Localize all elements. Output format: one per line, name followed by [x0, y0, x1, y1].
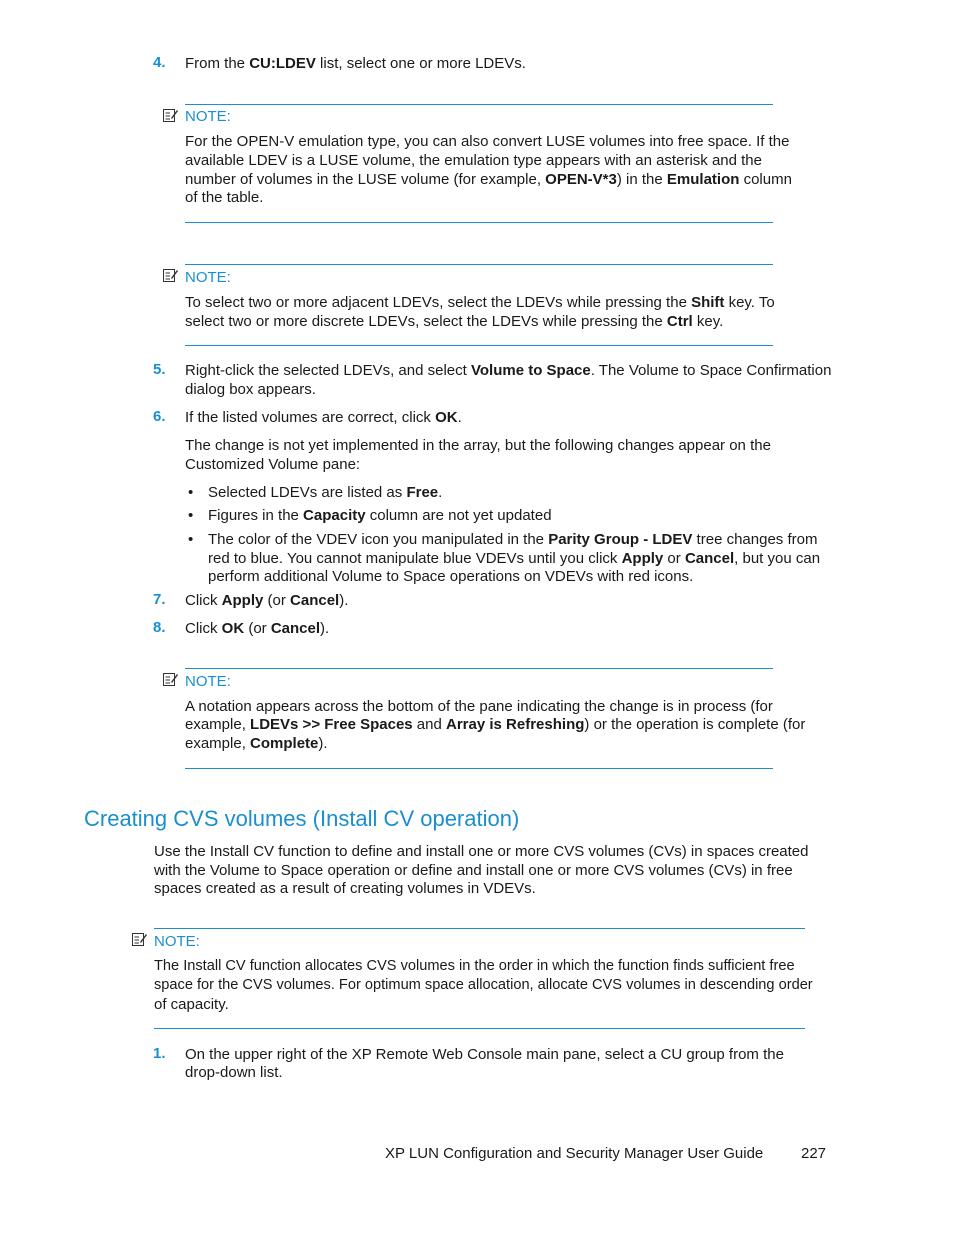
note-rule-top [185, 104, 773, 105]
step-text: dialog box appears. [185, 381, 316, 398]
note-text: The Install CV function allocates CVS volumes in the order in which the function finds sufficient free [154, 958, 795, 974]
note-rule-top [154, 928, 805, 929]
note-text: space for the CVS volumes. For optimum space allocation, allocate CVS volumes in descending order [154, 977, 813, 993]
section-paragraph: with the Volume to Space operation or define and install one or more CVS volumes (CVs) in free [154, 862, 793, 879]
bullet-text: red to blue. You cannot manipulate blue VDEVs until you click Apply or Cancel, but you can [208, 550, 821, 567]
note-rule-top [185, 264, 773, 265]
note-text: number of volumes in the LUSE volume (for example, OPEN-V*3) in the Emulation column [185, 171, 792, 188]
step-text: If the listed volumes are correct, click OK. [185, 409, 462, 426]
note-text: A notation appears across the bottom of the pane indicating the change is in process (for [185, 698, 773, 715]
note-text: of the table. [185, 189, 264, 206]
footer-title: XP LUN Configuration and Security Manager User Guide [385, 1145, 764, 1162]
step-text: Right-click the selected LDEVs, and select Volume to Space. The Volume to Space Confirmation [185, 362, 832, 379]
step-number: 6. [153, 408, 166, 425]
note-text: For the OPEN-V emulation type, you can also convert LUSE volumes into free space. If the [185, 133, 790, 150]
step-paragraph: The change is not yet implemented in the array, but the following changes appear on the [185, 437, 771, 454]
step-number: 5. [153, 361, 166, 378]
note-text: example, Complete). [185, 735, 328, 752]
step-paragraph: Customized Volume pane: [185, 456, 361, 473]
bullet-marker: • [188, 531, 194, 548]
step-number: 7. [153, 591, 166, 608]
note-rule-bottom [185, 222, 773, 223]
bullet-marker: • [188, 507, 194, 524]
note-text: available LDEV is a LUSE volume, the emulation type appears with an asterisk and the [185, 152, 762, 169]
note-rule-top [185, 668, 773, 669]
note-rule-bottom [154, 1028, 805, 1029]
note-pencil-icon [131, 931, 147, 947]
note-heading: NOTE: [154, 933, 200, 950]
note-pencil-icon [162, 267, 178, 283]
note-heading: NOTE: [185, 108, 231, 125]
bullet-text: Figures in the Capacity column are not yet updated [208, 507, 552, 524]
section-paragraph: Use the Install CV function to define and install one or more CVS volumes (CVs) in spaces created [154, 843, 809, 860]
step-text: On the upper right of the XP Remote Web Console main pane, select a CU group from the [185, 1046, 784, 1063]
note-heading: NOTE: [185, 673, 231, 690]
note-rule-bottom [185, 768, 773, 769]
step-number: 1. [153, 1045, 166, 1062]
note-text: of capacity. [154, 996, 229, 1013]
bullet-text: perform additional Volume to Space operations on VDEVs with red icons. [208, 568, 694, 585]
step-text: Click OK (or Cancel). [185, 620, 330, 637]
page-number: 227 [801, 1145, 827, 1162]
step-text: drop-down list. [185, 1064, 283, 1081]
note-pencil-icon [162, 107, 178, 123]
step-text: From the CU:LDEV list, select one or more LDEVs. [185, 55, 526, 72]
step-text: Click Apply (or Cancel). [185, 592, 349, 609]
note-text: example, LDEVs >> Free Spaces and Array is Refreshing) or the operation is complete (for [185, 716, 806, 733]
note-pencil-icon [162, 671, 178, 687]
note-text: To select two or more adjacent LDEVs, select the LDEVs while pressing the Shift key. To [185, 294, 775, 311]
section-paragraph: spaces created as a result of creating volumes in VDEVs. [154, 880, 536, 897]
bullet-text: Selected LDEVs are listed as Free. [208, 484, 443, 501]
note-heading: NOTE: [185, 269, 231, 286]
section-heading: Creating CVS volumes (Install CV operation) [84, 806, 520, 831]
bullet-marker: • [188, 484, 194, 501]
bullet-text: The color of the VDEV icon you manipulated in the Parity Group - LDEV tree changes from [208, 531, 818, 548]
step-number: 8. [153, 619, 166, 636]
note-rule-bottom [185, 345, 773, 346]
step-number: 4. [153, 54, 166, 71]
note-text: select two or more discrete LDEVs, select the LDEVs while pressing the Ctrl key. [185, 313, 724, 330]
